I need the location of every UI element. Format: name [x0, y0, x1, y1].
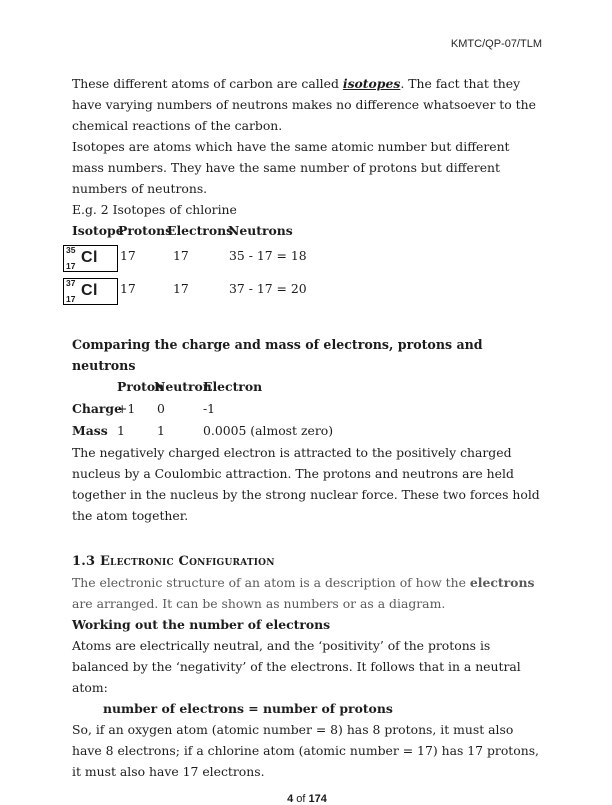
particle-table-header-neutron: Neutron	[154, 379, 212, 394]
cl37-neutrons: 37 - 17 = 20	[229, 281, 307, 296]
particle-table-header	[72, 376, 542, 398]
paragraph-oxygen-chlorine: So, if an oxygen atom (atomic number = 8) has 8 protons, it must also have 8 electrons; if a chlorine atom (atomic number = 17) has 17 protons, it must also have 17 electrons.	[72, 722, 539, 779]
document-body	[66, 73, 542, 782]
mass-label: Mass	[72, 423, 108, 438]
mass-neutron: 1	[157, 423, 165, 438]
cl37-electrons: 17	[173, 281, 189, 296]
document-ref: KMTC/QP-07/TLM	[450, 38, 542, 50]
paragraph-neutral-atoms: Atoms are electrically neutral, and the ‘positivity’ of the protons is balanced by the ‘negativity’ of the electrons. It follows that in a neutral atom:	[72, 638, 521, 695]
footer-of-text: of	[293, 793, 309, 805]
paragraph-isotopes-intro	[72, 73, 542, 136]
element-symbol: Cl	[81, 282, 98, 299]
electronic-structure-pre: The electronic structure of an atom is a description of how the	[72, 575, 470, 590]
paragraph-isotopes-definition: Isotopes are atoms which have the same atomic number but different mass numbers. They have the same number of protons but different numbers of neutrons.	[72, 139, 510, 196]
cl35-neutrons: 35 - 17 = 18	[229, 248, 307, 263]
charge-neutron: 0	[157, 401, 165, 416]
particle-table-row-charge	[72, 398, 542, 420]
paragraph-forces: The negatively charged electron is attracted to the positively charged nucleus by a Coulombic attraction. The protons and neutrons are held together in the nucleus by the strong nuclear force. These two forces hold the atom together.	[72, 445, 540, 523]
isotope-table-header-protons: Protons	[118, 223, 173, 238]
mass-number: 37	[66, 278, 76, 288]
isotope-symbol-cl37	[63, 278, 118, 305]
intro-text-post: . The fact that they have varying numbers of neutrons makes no difference whatsoever to the chemical reactions of the carbon.	[72, 76, 536, 133]
example-line: E.g. 2 Isotopes of chlorine	[72, 202, 237, 217]
section-heading-electronic-configuration: 1.3 Electronic Configuration	[72, 554, 275, 569]
isotope-table-row-cl35	[66, 245, 542, 272]
charge-proton: +1	[117, 401, 136, 416]
cl35-electrons: 17	[173, 248, 189, 263]
paragraph-electronic-structure	[72, 572, 542, 614]
atomic-number: 17	[66, 294, 76, 304]
charge-label: Charge	[72, 401, 122, 416]
mass-proton: 1	[117, 423, 125, 438]
charge-electron: -1	[203, 401, 216, 416]
isotope-table-header	[72, 220, 542, 241]
comparing-heading: Comparing the charge and mass of electrons, protons and neutrons	[72, 337, 483, 373]
element-symbol: Cl	[81, 249, 98, 266]
isotope-table-header-neutrons: Neutrons	[228, 223, 293, 238]
isotope-table-row-cl37	[66, 278, 542, 305]
electrons-emphasis: electrons	[469, 575, 535, 590]
total-pages: 174	[308, 793, 327, 805]
atomic-number: 17	[66, 261, 76, 271]
electrons-equals-protons-rule: number of electrons = number of protons	[103, 701, 393, 716]
particle-table-row-mass	[72, 420, 542, 442]
page-number-footer	[72, 793, 542, 805]
electronic-structure-post: are arranged. It can be shown as numbers or as a diagram.	[72, 596, 446, 611]
current-page-number: 4	[287, 793, 294, 805]
cl37-protons: 17	[120, 281, 136, 296]
particle-table-header-electron: Electron	[203, 379, 263, 394]
isotope-symbol-cl35	[63, 245, 118, 272]
working-out-heading: Working out the number of electrons	[72, 617, 331, 632]
intro-text-pre: These different atoms of carbon are called	[72, 76, 343, 91]
isotopes-emphasis: isotopes	[342, 76, 401, 91]
mass-number: 35	[66, 245, 76, 255]
mass-electron: 0.0005 (almost zero)	[203, 423, 334, 438]
particle-table-header-proton: Proton	[117, 379, 165, 394]
isotope-table-header-electrons: Electrons	[167, 223, 234, 238]
cl35-protons: 17	[120, 248, 136, 263]
isotope-table-header-isotope: Isotope	[72, 223, 124, 238]
